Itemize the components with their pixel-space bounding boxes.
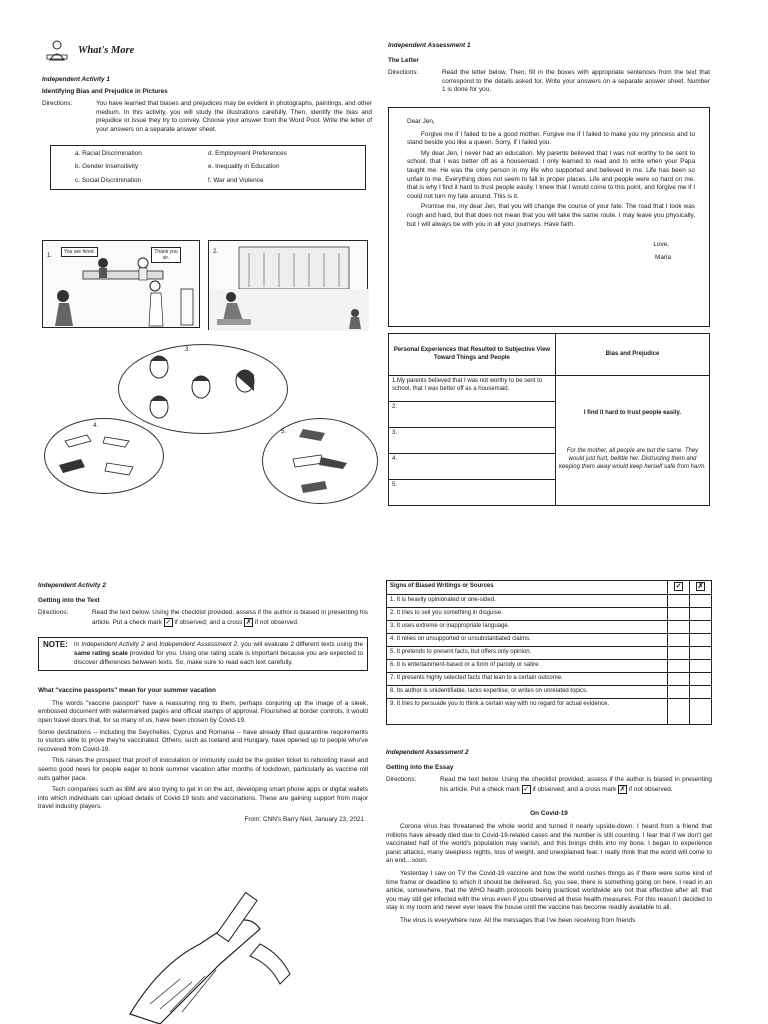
- note-text-part: , you will evaluate 2 different texts using the: [237, 641, 364, 649]
- check-cell[interactable]: [668, 595, 690, 608]
- check-cell[interactable]: [668, 608, 690, 621]
- directions: [386, 776, 712, 794]
- top-left-section: [42, 38, 372, 190]
- checklist-row: [387, 621, 712, 634]
- word-pool-item: f. War and Violence: [208, 176, 264, 184]
- directions-text: Read the letter below. Then, fill in the boxes with appropriate sentences from the text that correspond to the details asked for. Write your answers on a separate answer sheet. Number 1 is done for you.: [442, 69, 710, 94]
- picture-number: 4.: [93, 423, 99, 429]
- word-pool-item: c. Social Discrimination: [75, 176, 142, 184]
- check-cell[interactable]: [668, 686, 690, 699]
- check-cell[interactable]: [668, 699, 690, 725]
- word-pool: [50, 145, 366, 191]
- word-pool-item: d. Employment Preferences: [208, 149, 287, 157]
- note-text-part: In: [73, 641, 80, 649]
- checklist-item: 2. It tries to sell you something in disguise.: [387, 608, 668, 621]
- table-cell-bias: [555, 375, 709, 505]
- speech-bubble-hired: You are hired.: [61, 247, 98, 257]
- note-text: [74, 641, 363, 667]
- cross-box-icon: ✗: [619, 785, 626, 793]
- check-cell[interactable]: [668, 634, 690, 647]
- note-text-part: same rating scale: [73, 649, 128, 657]
- table-cell-experience: 3.: [389, 427, 556, 453]
- checklist-row: [387, 608, 712, 621]
- table-cell-experience: 4.: [389, 453, 556, 479]
- check-cell[interactable]: [668, 660, 690, 673]
- check-box-icon: ✓: [165, 618, 172, 626]
- checklist-row: [387, 673, 712, 686]
- checklist-row: [387, 634, 712, 647]
- directions: [388, 69, 710, 95]
- directions-text-part: Read the text below. Using the checklist provided, assess if the author is biased in presenting his article. Put a check mark: [92, 609, 368, 626]
- note-text-part: Independent Assessment 2: [159, 641, 238, 649]
- directions-text: [92, 609, 368, 627]
- cross-cell[interactable]: [690, 699, 712, 725]
- letter-paragraph: My dear Jen, I never had an education. My parents believed that I was not worthy to be sent to school, that I was better off as a housemaid. I only learned to read and to write when your Papa taught me. He was the only person in my life who supported and believed in me. Life has been so unfair to me. Everything does not seem to fall in proper places. Life and people were so hard on me, that is why I find it hard to trust people easily. I knew that I would come to this point, and forgive me if I could not turn my fate around. This is it.: [407, 149, 695, 200]
- directions-label: Directions:: [388, 69, 419, 77]
- checklist-item: 3. It uses extreme or inappropriate language.: [387, 621, 668, 634]
- assessment-title: Independent Assessment 2: [386, 749, 469, 756]
- table-cell-experience: 2.: [389, 401, 556, 427]
- top-right-section: [388, 42, 710, 506]
- note-text-part: and: [146, 641, 158, 649]
- picture-number: 5.: [281, 429, 287, 435]
- letter-box: [388, 107, 710, 327]
- table-cell-experience: 1.My parents believed that I was not worthy to be sent to school, that I was better off as a housemaid.: [389, 375, 556, 401]
- directions-text: [440, 776, 712, 794]
- note-label: NOTE:: [43, 640, 68, 650]
- bias-checklist-table: [386, 580, 712, 725]
- picture-number: 2.: [213, 249, 219, 255]
- checklist-item: 7. It presents highly selected facts that lean to a certain outcome.: [387, 673, 668, 686]
- directions-label: Directions:: [42, 100, 73, 108]
- checklist-item: 9. It tries to persuade you to think a certain way with no regard for actual evidence.: [387, 699, 668, 725]
- cross-cell[interactable]: [690, 686, 712, 699]
- cross-box-icon: ✗: [245, 618, 252, 626]
- directions: [42, 100, 372, 134]
- check-cell[interactable]: [668, 673, 690, 686]
- word-pool-item: b. Gender Insensitivity: [75, 163, 139, 171]
- picture-number: 3.: [185, 347, 191, 353]
- letter-paragraph: Forgive me if I failed to be a good mother. Forgive me if I failed to make you my princess and to stand beside you like a queen. Sorry, if I failed you.: [407, 130, 695, 147]
- note-text-part: Independent Activity 2: [81, 641, 145, 649]
- checklist-item: 1. It is heavily opinionated or one-sided.: [387, 595, 668, 608]
- check-cell[interactable]: [668, 647, 690, 660]
- checklist-row: [387, 647, 712, 660]
- section-title: What's More: [78, 44, 135, 56]
- assessment-subtitle: Getting into the Essay: [386, 763, 454, 771]
- article-paragraph: Tech companies such as IBM are also trying to get in on the act, developing smart phone apps or digital wallets into which individuals can upload details of Covid-19 tests and vaccinations. These are gaining support from major travel industry players.: [38, 786, 368, 811]
- table-row: [389, 375, 710, 401]
- illustration-5-handshake: [262, 418, 378, 504]
- essay-paragraph: Yesterday I saw on TV the Covid-19 vaccine and how the world rushes things as if there were some kind of time frame or deadline to which it should be delivered. So, you see, there is something going on here. I read in an article, somewhere, that the WHO health protocols being practiced worldwide are not that effective after all; that you may still get infected with the virus even if you observed all these health measures. For this reason I decided to stay in my room and never ever leave the house until the vaccine has become readily available to all.: [386, 869, 712, 912]
- cross-cell[interactable]: [690, 595, 712, 608]
- check-cell[interactable]: [668, 621, 690, 634]
- essay-paragraph: The virus is everywhere now. All the messages that I've been receiving from friends: [400, 916, 636, 924]
- activity-subtitle: Getting into the Text: [38, 596, 100, 604]
- directions-text-part: if not observed.: [628, 785, 673, 793]
- checklist-item: 8. Its author is unidentifiable, lacks expertise, or writes on unrelated topics.: [387, 686, 668, 699]
- article-title: What "vaccine passports" mean for your summer vacation: [38, 687, 216, 695]
- table-header-bias: Bias and Prejudice: [555, 333, 709, 375]
- checklist-header-row: [387, 581, 712, 595]
- check-box-icon: ✓: [675, 583, 682, 590]
- cross-cell[interactable]: [690, 673, 712, 686]
- checklist-item: 5. It pretends to present facts, but offers only opinion.: [387, 647, 668, 660]
- cross-cell[interactable]: [690, 608, 712, 621]
- table-cell-experience: 5.: [389, 479, 556, 505]
- checklist-cross-column: [690, 581, 712, 595]
- letter-closing: Love,: [653, 241, 669, 249]
- check-box-icon: ✓: [523, 785, 530, 793]
- checklist-row: [387, 595, 712, 608]
- illustration-4-handshake: [44, 418, 164, 494]
- checklist-row: [387, 660, 712, 673]
- article-paragraph: Some destinations -- including the Seychelles, Cyprus and Romania -- have already lifted quarantine requirements to visitors able to prove they're vaccinated. Others, such as Iceland and Hungary, have opened up to people who've recovered from Covid-19.: [38, 728, 368, 753]
- letter-signature: Maria: [655, 253, 671, 261]
- directions-label: Directions:: [386, 776, 417, 784]
- directions-text: You have learned that biases and prejudices may be evident in photographs, paintings, and other medium. In this activity, you will study the illustrations carefully. Then, identify the bias and prejudice or issue they try to convey. Choose your answer from the Word Pool. Write the letter of your answers on a separate answer sheet.: [96, 100, 372, 133]
- directions-text-part: if observed; and a cross: [174, 618, 243, 626]
- checklist-header: Signs of Biased Writings or Sources: [387, 581, 668, 595]
- letter-paragraph: Promise me, my dear Jen, that you will change the course of your fate. The road that I took was rough and hard, but that does not mean that you will take the same route. I may leave you physically, but I will always be with you in all your journeys. Have faith.: [407, 203, 695, 228]
- article-source: From: CNN's Barry Neil, January 23, 2021: [244, 815, 364, 823]
- article-paragraph: The words "vaccine passport" have a reassuring ring to them, perhaps conjuring up the image of a sleek, embossed document with watermarked pages and official stamps of approval. Flourished at border controls, it would open travel doors that, for so many of us, have been chosen by Covid-19.: [38, 699, 368, 724]
- directions-text-part: if not observed.: [254, 618, 299, 626]
- directions-text-part: if observed; and a cross mark: [532, 785, 617, 793]
- note-text-part: provided for you. Using one rating scale is important because you are expected to discover differences between texts. So, make sure to read each text carefully.: [73, 649, 364, 666]
- cross-cell[interactable]: [690, 660, 712, 673]
- activity-subtitle: Identifying Bias and Prejudice in Pictures: [42, 87, 168, 95]
- directions-text-part: Read the text below. Using the checklist provided, assess if the author is biased in presenting his article. Put a check mark: [440, 776, 712, 793]
- section-header: [42, 38, 372, 62]
- word-pool-item: e. Inequality in Education: [208, 163, 280, 171]
- bias-answer: I find it hard to trust people easily.: [583, 410, 682, 417]
- assessment-subtitle: The Letter: [388, 56, 419, 64]
- activity-title: Independent Activity 1: [42, 76, 110, 83]
- essay-title: On Covid-19: [530, 810, 568, 818]
- speech-bubble-thanks: Thank you sir.: [151, 247, 181, 263]
- checklist-item: 4. It relies on unsupported or unsubstantiated claims.: [387, 634, 668, 647]
- bias-answer: For the mother, all people are but the same. They would just hurt, belittle her. Distrusting them and keeping them away would keep herself safe from harm.: [558, 448, 706, 471]
- cross-box-icon: ✗: [697, 583, 704, 590]
- cross-cell[interactable]: [690, 634, 712, 647]
- reading-student-icon: [42, 38, 72, 62]
- table-header-experiences: Personal Experiences that Resulted to Subjective View Toward Things and People: [389, 333, 556, 375]
- letter-greeting: Dear Jen,: [407, 117, 435, 125]
- picture-number: 1.: [47, 253, 53, 259]
- school-scene: [209, 241, 369, 331]
- checklist-check-column: [668, 581, 690, 595]
- cross-cell[interactable]: [690, 621, 712, 634]
- checklist-item: 6. It is entertainment-based or a form of parody or satire.: [387, 660, 668, 673]
- directions-label: Directions:: [38, 609, 69, 617]
- bottom-right-section: [386, 580, 712, 926]
- directions: [38, 609, 368, 627]
- bottom-left-section: [38, 582, 368, 824]
- table-header-row: [389, 333, 710, 375]
- note-box: [38, 637, 368, 671]
- checklist-row: [387, 686, 712, 699]
- vaccine-syringe-illustration: [120, 884, 300, 1024]
- hands-drawing: [45, 419, 165, 495]
- article-paragraph: This raises the prospect that proof of inoculation or immunity could be the golden ticket to rebooting travel and seems good news for people eager to book summer vacation after months of lockdown, particularly as vaccine roll outs gather pace.: [38, 757, 368, 782]
- assessment-title: Independent Assessment 1: [388, 42, 471, 49]
- checklist-row: [387, 699, 712, 725]
- essay-paragraph: Corona virus has threatened the whole world and turned it nearly upside-down. I heard from a friend that millions have already died due to Covid-19-related cases and the number is still counting. I fear that if we don't get vaccinated half of the world's population may vanish, and this brings chills into my bone. I began to experience panic attacks, many sleepless nights, loss of weight, and unexplained fear. I really think that the world will come to an end…soon.: [386, 822, 712, 865]
- bias-table: [388, 333, 710, 506]
- word-pool-item: a. Racial Discrimination: [75, 149, 142, 157]
- activity-title: Independent Activity 2: [38, 582, 106, 589]
- illustration-2-school: [208, 240, 368, 330]
- cross-cell[interactable]: [690, 647, 712, 660]
- illustration-1-job-interview: [42, 240, 200, 328]
